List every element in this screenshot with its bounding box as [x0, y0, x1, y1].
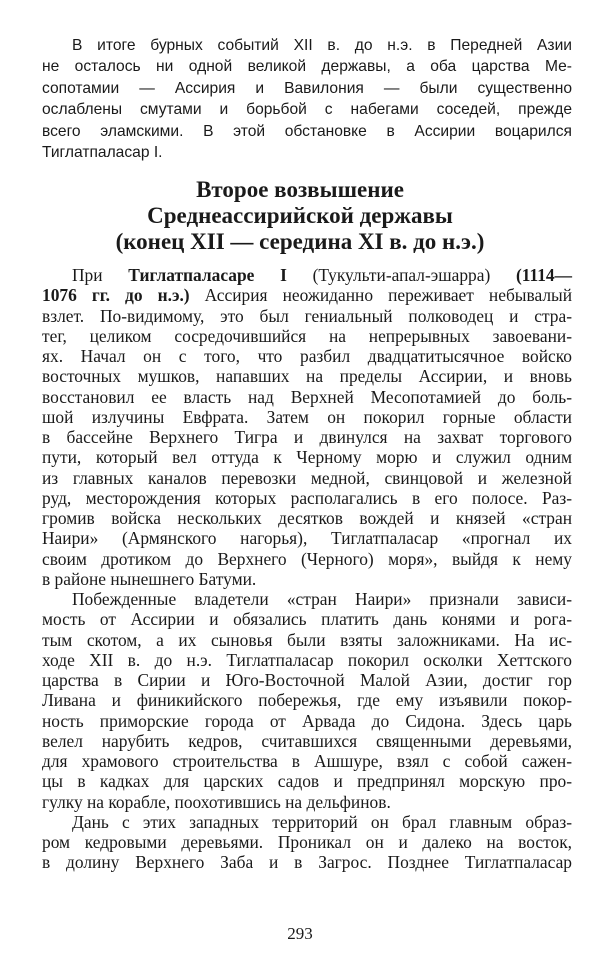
bold-text: 1076 гг. до н.э.)	[42, 285, 190, 306]
text: ходе XII в. до н.э. Тиглатпаласар покорил осколки Хеттского	[42, 649, 572, 670]
body-line	[42, 609, 572, 629]
body-line	[42, 711, 572, 731]
text: из главных каналов перевозки медной, свинцовой и железной	[42, 467, 572, 488]
text: руд, месторождения которых располагались в его полосе. Раз-	[42, 487, 572, 508]
body-line	[42, 792, 572, 812]
text: пути, который вел оттуда к Черному морю и служил одним	[42, 447, 572, 468]
text: в долину Верхнего Заба и в Загрос. Позднее Тиглатпаласар	[42, 852, 572, 873]
text: велел нарубить кедров, считавшихся священными деревьями,	[42, 730, 572, 751]
text: цы в кадках для царских садов и предпринял морскую про-	[42, 771, 572, 792]
heading-line: (конец XII — середина XI в. до н.э.)	[115, 229, 485, 254]
text: Наири» (Армянского нагорья), Тиглатпаласар «прогнал их	[42, 528, 572, 549]
text: восточных мушков, напавших на пределы Ассирии, и вновь	[42, 366, 572, 387]
body-line	[42, 832, 572, 852]
body-line	[42, 569, 572, 589]
body-line	[42, 690, 572, 710]
bold-text: (1114—	[515, 265, 572, 285]
body-line	[42, 326, 572, 346]
body-line	[42, 630, 572, 650]
body-line	[42, 468, 572, 488]
text: Дань с этих западных территорий он брал главным образ-	[72, 811, 572, 832]
text: тым скотом, а их сыновья были взяты заложниками. На ис-	[42, 629, 572, 650]
body-line	[72, 589, 572, 609]
intro-line: всего эламскими. В этой обстановке в Ассирии воцарился	[42, 122, 572, 140]
body-line	[72, 812, 572, 832]
text: в районе нынешнего Батуми.	[42, 568, 257, 589]
text: Ливана и финикийского побережья, где ему изъявили покор-	[42, 690, 572, 711]
body-line	[42, 508, 572, 528]
body-line	[42, 528, 572, 548]
page-number: 293	[287, 924, 313, 943]
body-line	[42, 387, 572, 407]
body-line	[72, 265, 572, 285]
body-line	[42, 852, 572, 872]
text: ность приморские города от Арвада до Сидона. Здесь царь	[42, 710, 572, 731]
intro-line: Тиглатпаласар I.	[42, 144, 163, 161]
text: гулку на корабле, поохотившись на дельфинов.	[42, 791, 391, 812]
body-line	[42, 670, 572, 690]
body-line	[42, 549, 572, 569]
heading-line: Среднеассирийской державы	[147, 203, 453, 228]
text: ях. Начал он с того, что разбил двадцатитысячное войско	[42, 346, 572, 366]
text: Ассирия неожиданно переживает небывалый	[189, 285, 572, 306]
text: взлет. По-видимому, это был гениальный полководец и стра-	[42, 305, 572, 326]
text: ром кедровыми деревьями. Проникал он и далеко на восток,	[42, 832, 572, 852]
text: для храмового строительства в Ашшуре, взял с собой сажен-	[42, 751, 572, 771]
body-line	[42, 366, 572, 386]
text: восстановил ее власть над Верхней Месопотамией до боль-	[42, 386, 572, 407]
body-line	[42, 488, 572, 508]
body-line	[42, 751, 572, 771]
body-line	[42, 650, 572, 670]
text: (Тукульти-апал-эшарра)	[286, 265, 516, 285]
body-line	[42, 407, 572, 427]
intro-line: сопотамии — Ассирия и Вавилония — были существенно	[42, 79, 572, 97]
body-line	[42, 346, 572, 366]
text: шой излучины Евфрата. Затем он покорил горные области	[42, 406, 572, 427]
body-line	[42, 731, 572, 751]
body-line	[42, 447, 572, 467]
text: При	[72, 265, 129, 285]
text: своим дротиком до Верхнего (Черного) моря», выйдя к нему	[42, 548, 572, 569]
body-line	[42, 306, 572, 326]
text: громив войска нескольких десятков вождей и князей «стран	[42, 508, 572, 528]
bold-text: Тиглатпаласаре I	[128, 265, 287, 285]
text: мость от Ассирии и обязались платить дань конями и рога-	[42, 609, 572, 630]
body-line	[42, 285, 572, 305]
intro-line: В итоге бурных событий XII в. до н.э. в Передней Азии	[72, 37, 572, 54]
intro-line: не осталось ни одной великой державы, а оба царства Ме-	[42, 58, 572, 76]
text: Побежденные владетели «стран Наири» признали зависи-	[72, 589, 572, 609]
intro-line: ослаблены смутами и борьбой с набегами соседей, прежде	[42, 101, 572, 119]
body-line	[42, 771, 572, 791]
heading-line: Второе возвышение	[196, 177, 404, 202]
text: в бассейне Верхнего Тигра и двинулся на захват торгового	[42, 427, 572, 447]
text: тег, целиком сосредочившийся на непрерывных завоевани-	[42, 325, 572, 346]
body-line	[42, 427, 572, 447]
text: царства в Сирии и Юго-Восточной Малой Азии, достиг гор	[42, 670, 572, 690]
